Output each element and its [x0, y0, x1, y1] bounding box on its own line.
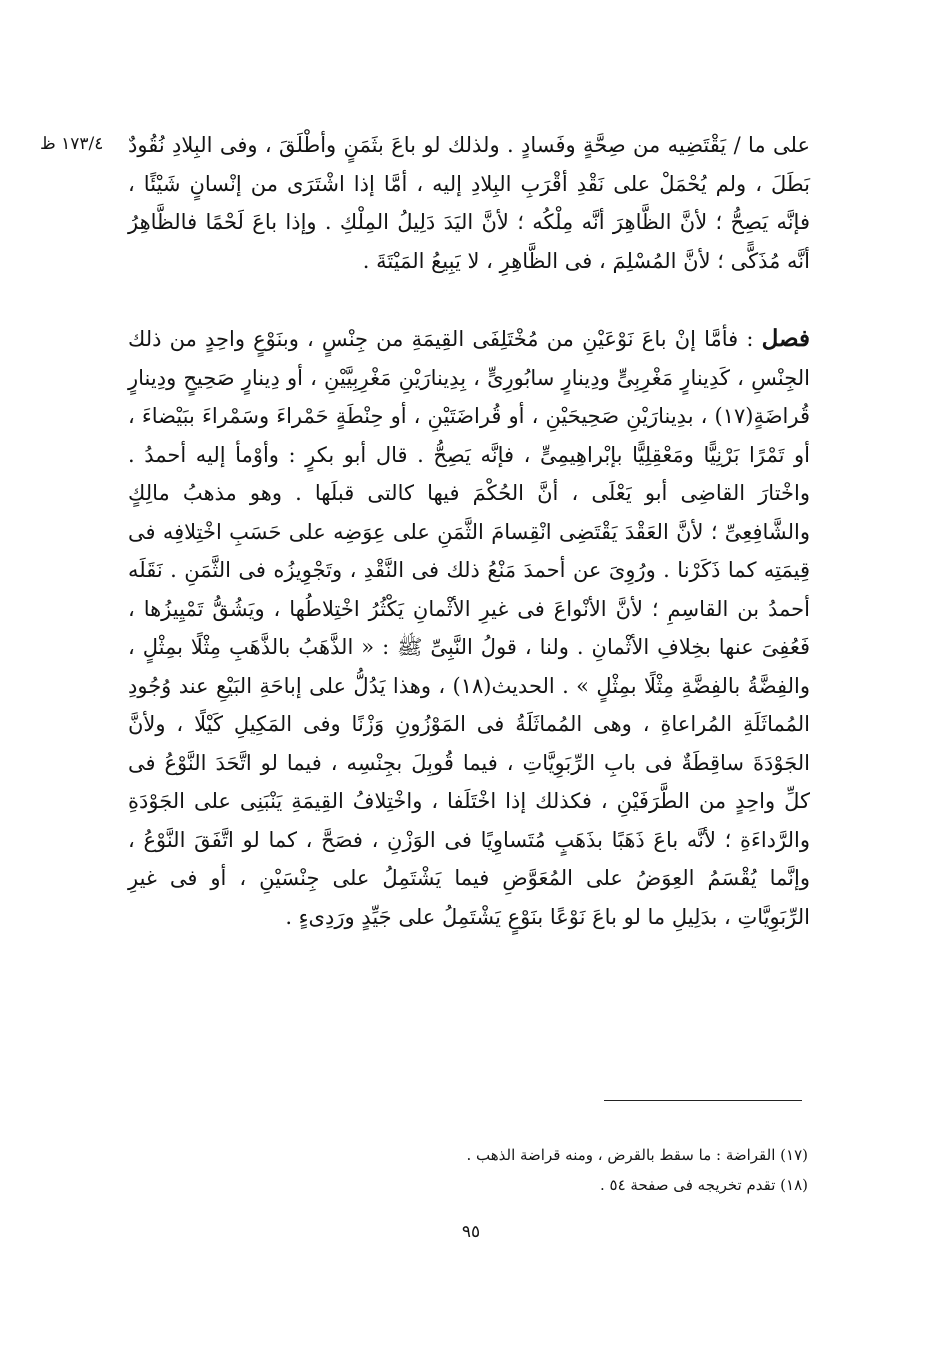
footnotes	[128, 1140, 808, 1200]
page-number: ٩٥	[461, 1222, 481, 1242]
footnote-17: (١٧) القراضة : ما سقط بالقرض ، ومنه قراضة الذهب .	[466, 1146, 808, 1164]
manuscript-margin-reference: ١٧٣/٤ ظ	[40, 134, 104, 154]
paragraph-2	[128, 320, 810, 936]
paragraph-2-text: : فأمَّا إنْ باعَ نَوْعَيْنِ من مُخْتَلِفَى القِيمَةِ من جِنْسٍ ، وبنَوْعٍ واحِدٍ من ذلك الجِنْسِ ، كَدِينارٍ مَغْرِبِىٍّ ودِينارٍ سابُورِىٍّ ، بِدِينارَيْنِ مَغْرِبِيَّيْنِ ، أو دِينارٍ صَحِيحٍ ودِينارٍ قُراضَةٍ(١٧) ، بدِينارَيْنِ صَحِيحَيْنِ ، أو قُراضَتَيْنِ ، أو حِنْطَةٍ حَمْراءَ وسَمْراءَ ببَيْضاءَ ، أو تَمْرًا بَرْنِيًّا ومَعْقِلِيًّا بإبْراهِيمِىٍّ ، فإنَّه يَصِحُّ . قال أبو بكرٍ : وأوْمأ إليه أحمدُ . واخْتارَ القاضِى أبو يَعْلَى ، أنَّ الحُكْمَ فيها كالتى قبلَها . وهو مذهبُ مالِكٍ والشَّافِعِىِّ ؛ لأنَّ العَقْدَ يَقْتَضِى انْقِسامَ الثَّمَنِ على عِوَضِه على حَسَبِ اخْتِلافِه فى قِيمَتِه كما ذَكَرْنا . ورُوِىَ عن أحمدَ مَنْعُ ذلك فى النَّقْدِ ، وتَجْوِيزُه فى الثَّمَنِ . نَقَلَه أحمدُ بن القاسِمِ ؛ لأنَّ الأنْواعَ فى غيرِ الأثْمانِ يَكْثُرُ اخْتِلاطُها ، ويَشُقُّ تَمْيِيزُها ، فَعُفِىَ عنها بخِلافِ الأثْمانِ . ولنا ، قولُ النَّبِىِّ ﷺ : « الذَّهَبُ بالذَّهَبِ مِثْلًا بمِثْلٍ ، والفِضَّةُ بالفِضَّةِ مِثْلًا بمِثْلٍ » . الحديث(١٨) ، وهذا يَدُلُّ على إباحَةِ البَيْعِ عند وُجُودِ المُماثَلَةِ المُراعاةِ ، وهى المُماثَلَةُ فى المَوْزُونِ وَزْنًا وفى المَكِيلِ كَيْلًا ، ولأنَّ الجَوْدَةَ ساقِطَةٌ فى بابِ الرِّبَوِيَّاتِ ، فيما قُوبِلَ بجِنْسِه ، فيما لو اتَّحَدَ النَّوْعُ فى كلِّ واحِدٍ من الطَّرَفَيْنِ ، فكذلك إذا اخْتَلَفا ، واخْتِلافُ القِيمَةِ يَنْبَنِى على الجَوْدَةِ والرَّداءَةِ ؛ لأنَّه باعَ ذَهَبًا بذَهَبٍ مُتَساوِيًا فى الوَزْنِ ، فصَحَّ ، كما لو اتَّفَقَ النَّوْعُ ، وإنَّما يُقْسَمُ العِوَضُ على المُعَوَّضِ فيما يَشْتَمِلُ على جِنْسَيْنِ ، أو فى غيرِ الرِّبَوِيَّاتِ ، بدَلِيلِ ما لو باعَ نَوْعًا بنَوْعٍ يَشْتَمِلُ على جَيِّدٍ ورَدِىءٍ .	[128, 327, 810, 929]
paragraph-1	[128, 126, 810, 280]
paragraph-2-content	[128, 320, 810, 936]
section-label-fasl: فصل	[761, 325, 810, 352]
paragraph-1-text: على ما / يَقْتَضِيه من صِحَّةٍ وفَسادٍ . ولذلك لو باعَ بثَمَنٍ وأطْلَقَ ، وفى البِلادِ نُقُودٌ بَطَلَ ، ولم يُحْمَلْ على نَقْدِ أقْرَبِ البِلادِ إليه ، أمَّا إذا اشْتَرَى من إنْسانٍ شَيْئًا ، فإنَّه يَصِحُّ ؛ لأنَّ الظَّاهِرَ أنَّه مِلْكُه ؛ لأنَّ اليَدَ دَلِيلُ المِلْكِ . وإذا باعَ لَحْمًا فالظَّاهِرُ أنَّه مُذَكًّى ؛ لأنَّ المُسْلِمَ ، فى الظَّاهِرِ ، لا يَبِيعُ المَيْتَةَ .	[128, 133, 810, 273]
footnote-divider	[604, 1100, 802, 1101]
footnote-18: (١٨) تقدم تخريجه فى صفحة ٥٤ .	[599, 1176, 808, 1194]
